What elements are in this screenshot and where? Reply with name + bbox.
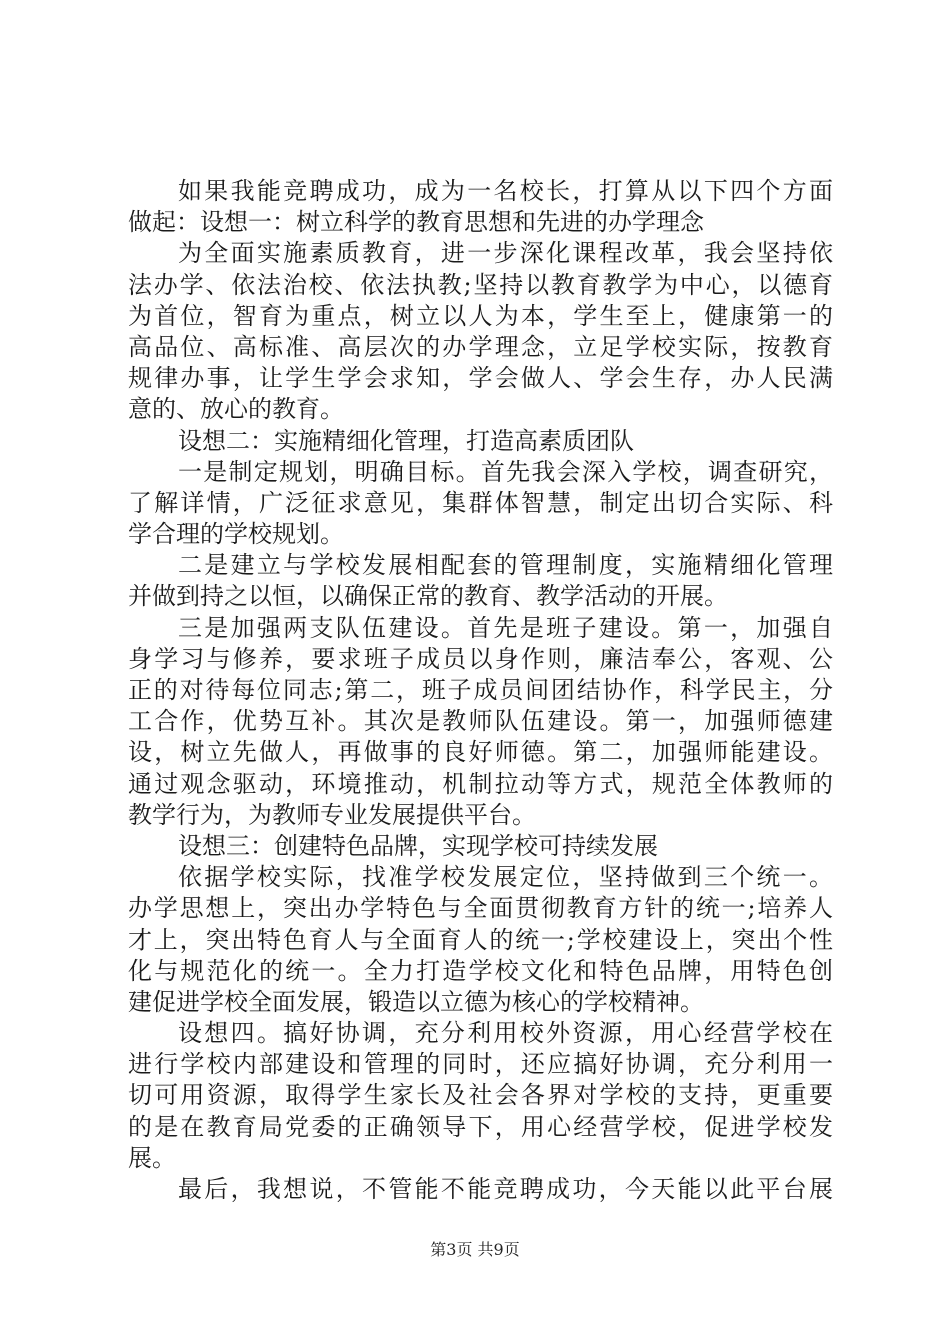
page-number-footer: 第3页 共9页	[430, 1240, 520, 1259]
text-line: 才上，突出特色育人与全面育人的统一;学校建设上，突出个性	[128, 925, 833, 954]
text-line: 了解详情，广泛征求意见，集群体智慧，制定出切合实际、科	[128, 488, 833, 517]
text-line: 意的、放心的教育。	[128, 395, 344, 424]
text-line: 化与规范化的统一。全力打造学校文化和特色品牌，用特色创	[128, 956, 833, 985]
text-line: 进行学校内部建设和管理的同时，还应搞好协调，充分利用一	[128, 1050, 833, 1079]
text-line: 展。	[128, 1143, 176, 1172]
text-line: 的是在教育局党委的正确领导下，用心经营学校，促进学校发	[128, 1112, 833, 1141]
text-line: 建促进学校全面发展，锻造以立德为核心的学校精神。	[128, 987, 704, 1016]
text-line: 高品位、高标准、高层次的办学理念，立足学校实际，按教育	[128, 332, 833, 361]
text-line: 工合作，优势互补。其次是教师队伍建设。第一，加强师德建	[128, 707, 833, 736]
text-line: 办学思想上，突出办学特色与全面贯彻教育方针的统一;培养人	[128, 894, 833, 923]
text-line: 正的对待每位同志;第二，班子成员间团结协作，科学民主，分	[128, 676, 833, 704]
text-line: 规律办事，让学生学会求知，学会做人、学会生存，办人民满	[128, 364, 833, 393]
text-line: 三是加强两支队伍建设。首先是班子建设。第一，加强自	[178, 613, 833, 642]
text-line: 为首位，智育为重点，树立以人为本，学生至上，健康第一的	[128, 301, 833, 330]
text-line: 法办学、依法治校、依法执教;坚持以教育教学为中心，以德育	[128, 270, 833, 299]
text-line: 依据学校实际，找准学校发展定位，坚持做到三个统一。	[178, 863, 833, 892]
text-line: 二是建立与学校发展相配套的管理制度，实施精细化管理	[178, 551, 833, 580]
text-line: 设想四。搞好协调，充分利用校外资源，用心经营学校在	[178, 1019, 833, 1048]
text-line: 最后，我想说，不管能不能竞聘成功，今天能以此平台展	[178, 1175, 833, 1203]
text-line: 为全面实施素质教育，进一步深化课程改革，我会坚持依	[178, 239, 833, 268]
text-line: 做起：设想一：树立科学的教育思想和先进的办学理念	[128, 208, 704, 237]
text-line: 并做到持之以恒，以确保正常的教育、教学活动的开展。	[128, 582, 728, 611]
text-line: 教学行为，为教师专业发展提供平台。	[128, 800, 536, 829]
text-line: 设想二：实施精细化管理，打造高素质团队	[178, 426, 634, 455]
text-line: 设想三：创建特色品牌，实现学校可持续发展	[178, 831, 658, 860]
text-line: 身学习与修养，要求班子成员以身作则，廉洁奉公，客观、公	[128, 644, 833, 673]
text-line: 通过观念驱动，环境推动，机制拉动等方式，规范全体教师的	[128, 769, 833, 798]
text-line: 切可用资源，取得学生家长及社会各界对学校的支持，更重要	[128, 1081, 833, 1110]
document-body	[128, 176, 833, 1205]
text-line: 如果我能竞聘成功，成为一名校长，打算从以下四个方面	[178, 177, 833, 205]
text-line: 一是制定规划，明确目标。首先我会深入学校，调查研究，	[178, 457, 833, 486]
text-line: 设，树立先做人，再做事的良好师德。第二，加强师能建设。	[128, 738, 833, 767]
text-line: 学合理的学校规划。	[128, 520, 344, 549]
